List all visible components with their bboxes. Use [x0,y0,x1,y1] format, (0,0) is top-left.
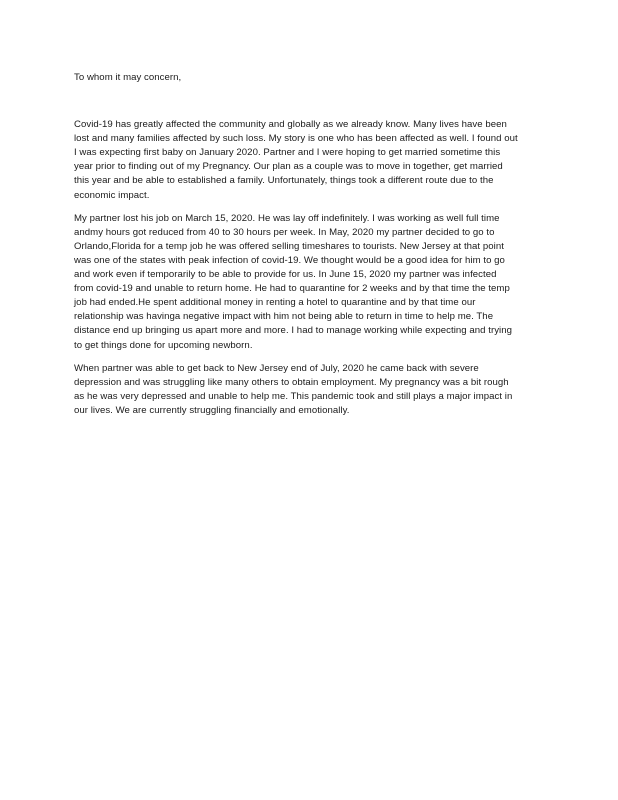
text-line: distance end up bringing us apart more and more. I had to manage working while expecting and trying [74,325,512,337]
text-line: Orlando,Florida for a temp job he was offered selling timeshares to tourists. New Jersey at that point [74,240,504,252]
text-line: from covid-19 and unable to return home. He had to quarantine for 2 weeks and by that time the temp [74,283,510,295]
text-line: My partner lost his job on March 15, 2020. He was lay off indefinitely. I was working as well full time [74,212,500,224]
text-line: I was expecting first baby on January 2020. Partner and I were hoping to get married sometime this [74,147,501,159]
text-line: to get things done for upcoming newborn. [74,339,253,351]
letter-body [74,71,556,427]
salutation: To whom it may concern, [74,72,182,83]
letter-paragraphs [74,118,556,418]
text-line: job had ended.He spent additional money in renting a hotel to quarantine and by that time our [74,297,476,309]
text-line: andmy hours got reduced from 40 to 30 hours per week. In May, 2020 my partner decided to go to [74,226,495,238]
text-line: and work even if temporarily to be able to provide for us. In June 15, 2020 my partner was infected [74,269,497,281]
text-line: relationship was havinga negative impact with him not being able to return in time to help me. The [74,311,494,323]
text-line: When partner was able to get back to New Jersey end of July, 2020 he came back with severe [74,362,479,374]
paragraph-covid-impact [74,118,556,203]
paragraph-return-home [74,362,556,418]
text-line: Covid-19 has greatly affected the community and globally as we already know. Many lives have been [74,119,507,131]
paragraph-job-loss [74,212,556,353]
text-line: this year and be able to established a family. Unfortunately, things took a different route due to the [74,175,494,187]
text-line: year prior to finding out of my Pregnancy. Our plan as a couple was to move in together, get married [74,161,503,173]
text-line: depression and was struggling like many others to obtain employment. My pregnancy was a bit rough [74,376,509,388]
text-line: lost and many families affected by such loss. My story is one who has been affected as well. I found out [74,133,518,145]
text-line: our lives. We are currently struggling financially and emotionally. [74,404,350,416]
text-line: was one of the states with peak infection of covid-19. We thought would be a good idea for him to go [74,254,505,266]
text-line: as he was very depressed and unable to help me. This pandemic took and still plays a major impact in [74,390,513,402]
text-line: economic impact. [74,189,150,201]
